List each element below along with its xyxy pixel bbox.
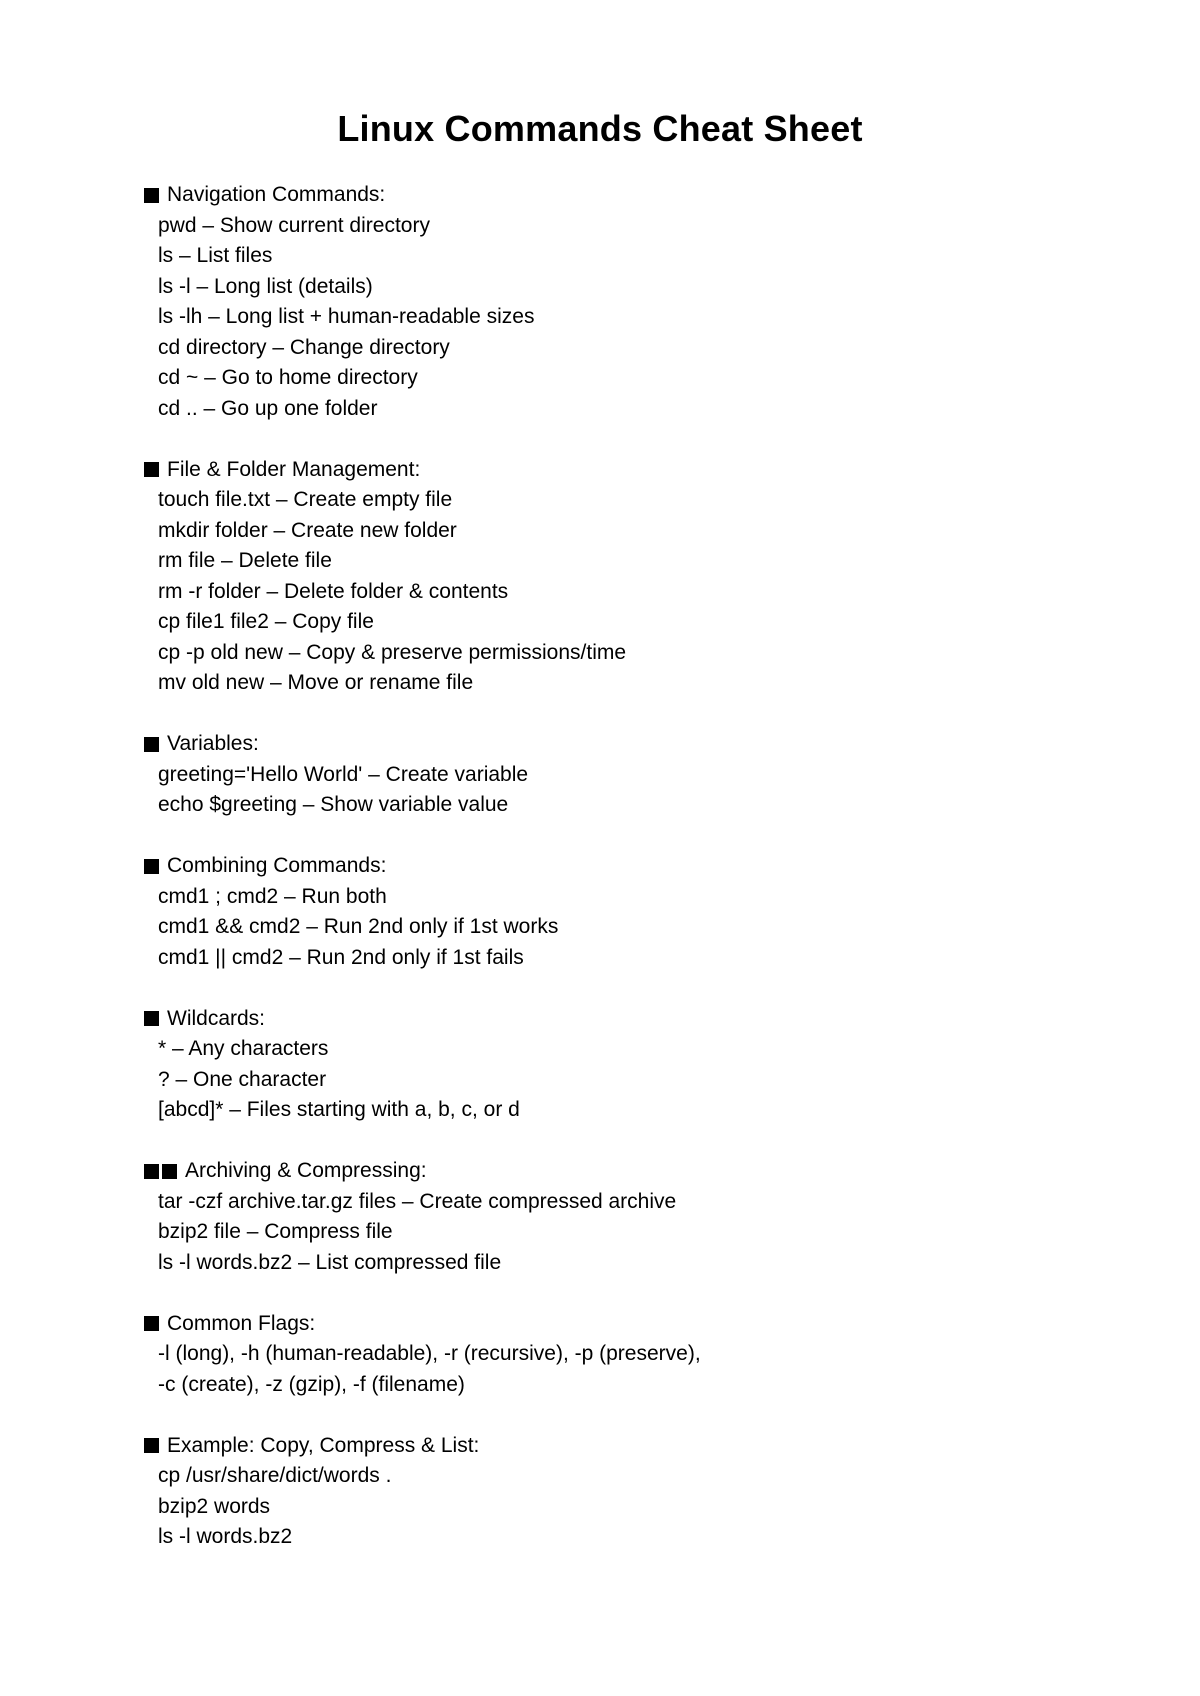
square-bullet-icon — [144, 188, 159, 203]
command-line: -l (long), -h (human-readable), -r (recursive), -p (preserve), — [158, 1342, 701, 1365]
section-example-copy-compress-list — [144, 1431, 1144, 1553]
section-heading — [144, 729, 1144, 760]
section-file-folder-management — [144, 455, 1144, 699]
section-heading-label: Archiving & Compressing: — [185, 1159, 427, 1182]
section-wildcards — [144, 1004, 1144, 1126]
section-heading — [144, 1004, 1144, 1035]
command-line: mkdir folder – Create new folder — [158, 518, 457, 542]
section-heading — [144, 851, 1144, 882]
command-line: echo $greeting – Show variable value — [158, 793, 509, 816]
section-heading — [144, 455, 1144, 486]
command-line: cmd1 ; cmd2 – Run both — [158, 884, 387, 908]
command-line: * – Any characters — [158, 1037, 329, 1060]
section-navigation-commands — [144, 180, 1144, 424]
square-bullet-icon — [144, 737, 159, 752]
page-title: Linux Commands Cheat Sheet — [337, 108, 863, 149]
command-line: ls -l words.bz2 — [158, 1525, 293, 1548]
command-line: tar -czf archive.tar.gz files – Create compressed archive — [158, 1189, 677, 1213]
command-line: greeting='Hello World' – Create variable — [158, 762, 529, 786]
command-line: rm file – Delete file — [158, 549, 332, 572]
command-line: cmd1 || cmd2 – Run 2nd only if 1st fails — [158, 945, 524, 969]
command-line: bzip2 words — [158, 1494, 271, 1518]
section-heading-label: Combining Commands: — [167, 854, 387, 877]
section-heading-label: Common Flags: — [167, 1311, 316, 1335]
section-common-flags — [144, 1309, 1144, 1401]
square-bullet-icon — [144, 1316, 159, 1331]
square-bullet-icon — [144, 462, 159, 477]
command-line: rm -r folder – Delete folder & contents — [158, 579, 509, 603]
command-line: ls -l – Long list (details) — [158, 274, 373, 298]
command-line: ls -l words.bz2 – List compressed file — [158, 1250, 502, 1274]
section-heading — [144, 1309, 1144, 1340]
command-line: cd .. – Go up one folder — [158, 396, 378, 420]
command-line: cd ~ – Go to home directory — [158, 366, 418, 389]
section-heading-label: Wildcards: — [167, 1006, 266, 1030]
section-heading — [144, 180, 1144, 211]
section-variables — [144, 729, 1144, 821]
command-line: touch file.txt – Create empty file — [158, 488, 453, 511]
section-heading — [144, 1431, 1144, 1462]
cheat-sheet-content — [144, 180, 1144, 1583]
command-line: bzip2 file – Compress file — [158, 1220, 393, 1243]
section-heading-label: File & Folder Management: — [167, 457, 421, 481]
section-archiving-compressing — [144, 1156, 1144, 1278]
command-line: cd directory – Change directory — [158, 335, 450, 359]
command-line: cp file1 file2 – Copy file — [158, 610, 374, 633]
section-heading-label: Variables: — [167, 732, 259, 755]
command-line: ? – One character — [158, 1067, 327, 1091]
section-heading — [144, 1156, 1144, 1187]
command-line: mv old new – Move or rename file — [158, 671, 474, 694]
square-bullet-icon — [144, 1164, 159, 1179]
square-bullet-icon — [144, 1011, 159, 1026]
command-line: cp /usr/share/dict/words . — [158, 1464, 392, 1487]
command-line: cp -p old new – Copy & preserve permissions/time — [158, 640, 627, 664]
section-heading-label: Navigation Commands: — [167, 183, 386, 206]
command-line: ls – List files — [158, 244, 273, 267]
section-combining-commands — [144, 851, 1144, 973]
command-line: pwd – Show current directory — [158, 213, 430, 237]
section-heading-label: Example: Copy, Compress & List: — [167, 1433, 480, 1457]
square-bullet-icon — [144, 1438, 159, 1453]
command-line: ls -lh – Long list + human-readable sizes — [158, 305, 535, 328]
command-line: -c (create), -z (gzip), -f (filename) — [158, 1372, 465, 1396]
command-line: [abcd]* – Files starting with a, b, c, or d — [158, 1098, 520, 1121]
square-bullet-icon — [144, 859, 159, 874]
command-line: cmd1 && cmd2 – Run 2nd only if 1st works — [158, 915, 559, 938]
square-bullet-icon — [162, 1164, 177, 1179]
